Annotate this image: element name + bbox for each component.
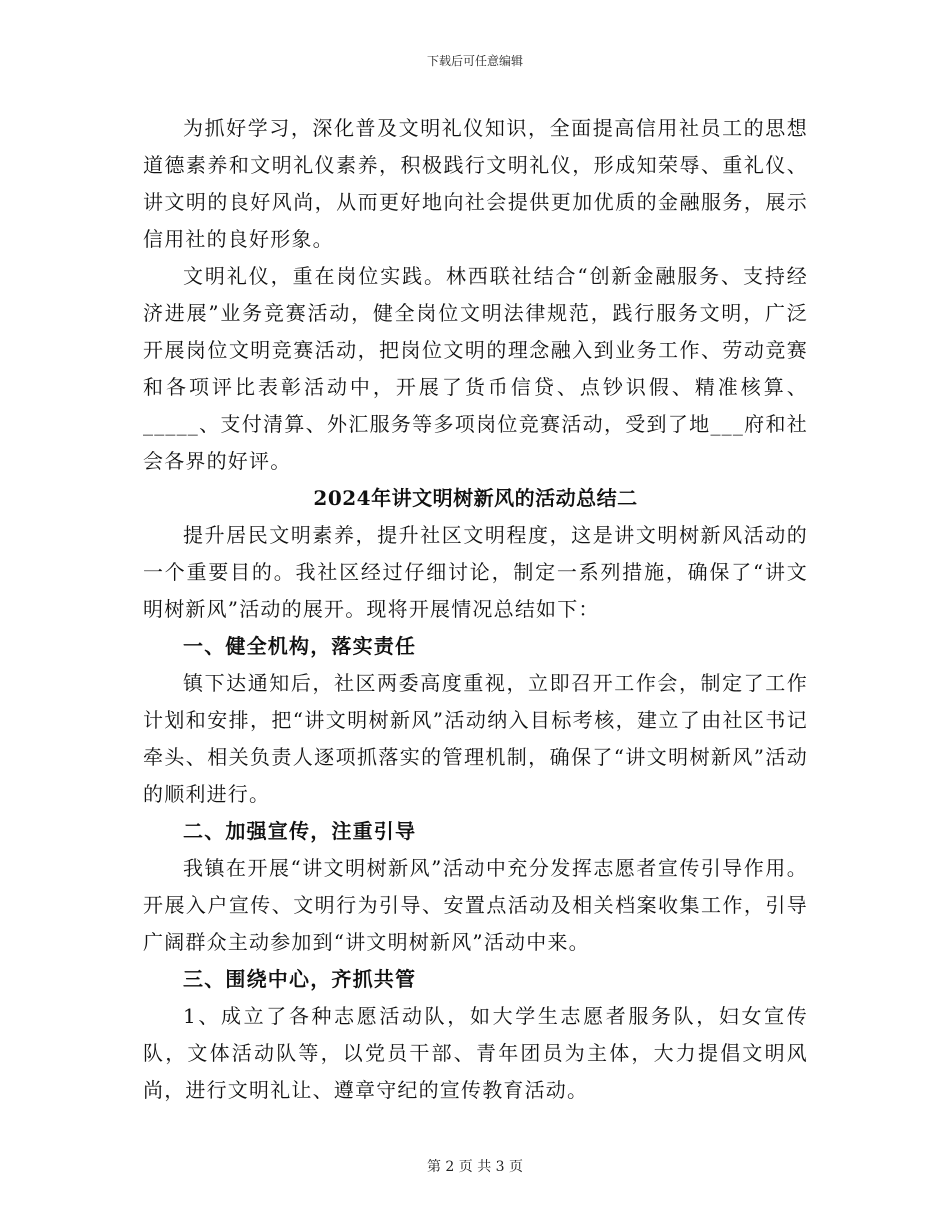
page-header: 下载后可任意编辑 [426,54,523,68]
paragraph-5: 我镇在开展“讲文明树新风”活动中充分发挥志愿者宣传引导作用。开展入户宣传、文明行为引导、安置点活动及相关档案收集工作，引导广阔群众主动参加到“讲文明树新风”活动中来。 [143,856,808,954]
paragraph-1: 为抓好学习，深化普及文明礼仪知识，全面提高信用社员工的思想道德素养和文明礼仪素养，积极践行文明礼仪，形成知荣辱、重礼仪、讲文明的良好风尚，从而更好地向社会提供更加优质的金融服务，展示信用社的良好形象。 [143,116,808,251]
section-title: 2024年讲文明树新风的活动总结二 [313,486,638,510]
heading-3: 三、围绕中心，齐抓共管 [183,967,417,991]
heading-1: 一、健全机构，落实责任 [183,634,417,658]
page-footer: 第 2 页 共 3 页 [426,1159,524,1175]
document-body [143,110,808,1109]
heading-2: 二、加强宣传，注重引导 [183,819,417,843]
paragraph-4: 镇下达通知后，社区两委高度重视，立即召开工作会，制定了工作计划和安排，把“讲文明树新风”活动纳入目标考核，建立了由社区书记牵头、相关负责人逐项抓落实的管理机制，确保了“讲文明树新风”活动的顺利进行。 [143,671,808,806]
paragraph-3: 提升居民文明素养，提升社区文明程度，这是讲文明树新风活动的一个重要目的。我社区经过仔细讨论，制定一系列措施，确保了“讲文明树新风”活动的展开。现将开展情况总结如下： [143,523,808,621]
paragraph-2: 文明礼仪，重在岗位实践。林西联社结合“创新金融服务、支持经济进展”业务竞赛活动，健全岗位文明法律规范，践行服务文明，广泛开展岗位文明竞赛活动，把岗位文明的理念融入到业务工作、劳动竞赛和各项评比表彰活动中，开展了货币信贷、点钞识假、精准核算、_____、支付清算、外汇服务等多项岗位竞赛活动，受到了地___府和社会各界的好评。 [143,264,808,473]
paragraph-6: 1、成立了各种志愿活动队，如大学生志愿者服务队，妇女宣传队，文体活动队等，以党员干部、青年团员为主体，大力提倡文明风尚，进行文明礼让、遵章守纪的宣传教育活动。 [143,1004,808,1102]
